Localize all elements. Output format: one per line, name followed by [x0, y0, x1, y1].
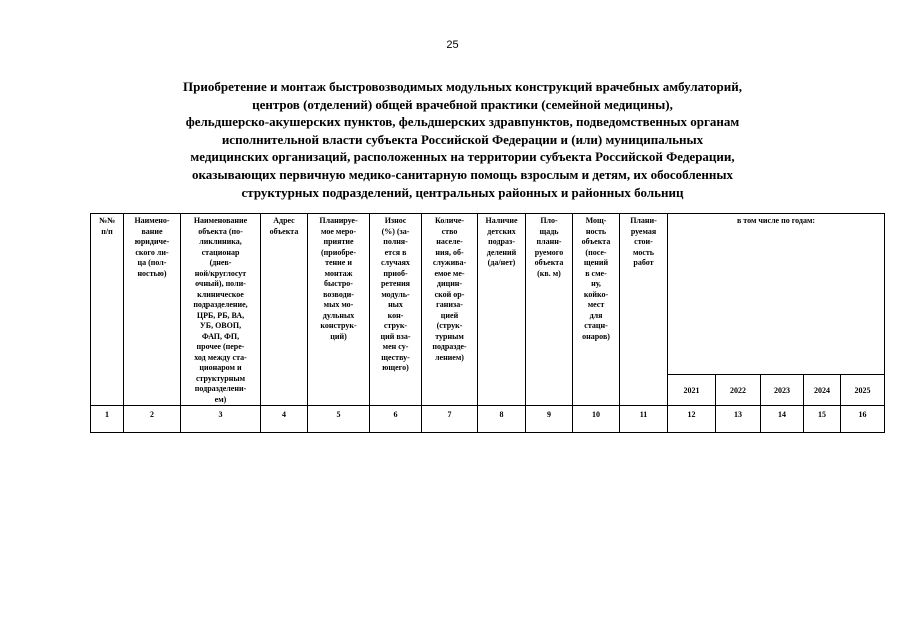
header-text-line: цией — [440, 310, 459, 320]
header-text-line: полня- — [383, 237, 408, 246]
header-text-line: детских — [487, 226, 516, 236]
header-text-line: мое меро- — [320, 226, 356, 236]
header-text-line: ского ли- — [135, 247, 169, 257]
year-header-2023: 2023 — [761, 374, 804, 405]
header-text-line: Наимено- — [134, 216, 170, 225]
header-text-line: турным — [435, 331, 464, 341]
header-text-line: мест — [587, 300, 605, 309]
header-text-line: подразделение, — [193, 300, 248, 309]
header-text-line: мых мо- — [323, 300, 354, 309]
title-line: оказывающих первичную медико-санитарную помощь взрослым и детям, их обособленных — [191, 166, 734, 182]
header-text-line: онаров) — [582, 331, 610, 341]
header-text-line: населе- — [436, 237, 463, 246]
title-line: медицинских организаций, расположенных на территории субъекта Российской Федерации, — [190, 149, 735, 165]
column-number: 12 — [668, 406, 716, 433]
column-number: 11 — [620, 406, 668, 433]
header-text-line: юридиче- — [134, 237, 170, 246]
header-text-line: струк- — [383, 321, 408, 330]
header-text-line: Плани- — [630, 216, 657, 225]
header-text-line: структурным — [195, 373, 246, 383]
header-text-line: Количе- — [434, 216, 465, 225]
header-text-line: ганиза- — [436, 300, 463, 309]
year-header-2022: 2022 — [716, 374, 761, 405]
header-text-line: подразде- — [432, 342, 467, 351]
header-text-line: ход между ста- — [194, 352, 247, 362]
header-cell-col-2 — [124, 214, 181, 406]
column-number: 14 — [761, 406, 804, 433]
header-text-line: емое ме- — [434, 268, 465, 278]
header-text-line: руемого — [534, 247, 564, 257]
column-number: 4 — [261, 406, 308, 433]
header-text-line: стацн- — [584, 321, 608, 330]
header-text-line: в сме- — [585, 268, 607, 278]
column-number: 6 — [370, 406, 422, 433]
header-text-line: быстро- — [324, 279, 353, 288]
header-text-line: ство — [441, 226, 458, 236]
header-cell-col-7 — [422, 214, 478, 406]
header-text-line: подразделени- — [194, 384, 247, 393]
column-number-row — [91, 406, 885, 433]
header-text-line: щадь — [539, 226, 559, 236]
header-text-line: ЦРБ, РБ, ВА, — [196, 310, 245, 320]
header-text-line: (посе- — [585, 247, 607, 257]
header-cell-col-4 — [261, 214, 308, 406]
header-cell-col-9 — [526, 214, 573, 406]
header-text-line: ется в — [384, 247, 407, 257]
header-text-line: работ — [633, 258, 654, 267]
header-text-line: делений — [486, 247, 517, 257]
title-line: фельдшерско-акушерских пунктов, фельдшерских здравпунктов, подведомственных органам — [185, 114, 740, 130]
column-number: 7 — [422, 406, 478, 433]
header-text-line: для — [589, 310, 603, 320]
header-text-line: койко- — [583, 289, 609, 299]
column-number: 8 — [478, 406, 526, 433]
header-text-line: модуль- — [381, 289, 410, 299]
header-text-line: ния, об- — [435, 247, 464, 257]
column-number: 16 — [841, 406, 885, 433]
header-text-line: служива- — [432, 258, 467, 267]
title-line: структурных подразделений, центральных районных и районных больниц — [241, 184, 684, 200]
header-text-line: ций) — [330, 331, 347, 341]
header-cell-col-11 — [620, 214, 668, 406]
header-text-line: мен су- — [382, 342, 409, 351]
header-text-line: очный), поли- — [195, 279, 246, 288]
table-header-row — [91, 214, 885, 375]
header-text-line: вание — [141, 226, 163, 236]
header-text-line: приоб- — [383, 268, 408, 278]
header-text-line: ных — [388, 300, 403, 309]
header-text-line: объекта — [269, 226, 299, 236]
header-text-line: ем) — [214, 394, 227, 404]
header-cell-col-10 — [573, 214, 620, 406]
header-text-line: прочее (пере- — [196, 342, 245, 351]
header-text-line: (%) (за- — [381, 226, 410, 236]
header-cell-col-1 — [91, 214, 124, 406]
header-cell-col-5 — [308, 214, 370, 406]
header-text-line: (да/нет) — [487, 258, 516, 267]
header-text-line: объекта — [581, 237, 611, 246]
header-text-line: Мощ- — [585, 216, 607, 225]
header-text-line: Износ — [384, 216, 407, 225]
header-text-line: №№ — [98, 216, 116, 225]
header-text-line: лением) — [435, 352, 464, 362]
header-text-line: объекта — [534, 258, 564, 267]
header-text-line: тение и — [325, 258, 352, 267]
year-header-2021: 2021 — [668, 374, 716, 405]
title-line: центров (отделений) общей врачебной практики (семейной медицины), — [252, 96, 673, 112]
header-text-line: ной/круглосут — [194, 268, 247, 278]
header-text-line: ций вза- — [380, 331, 411, 341]
header-text-line: ФАП, ФП, — [201, 331, 240, 341]
page-number: 25 — [446, 39, 459, 51]
header-text-line: подраз- — [488, 237, 515, 246]
column-number: 1 — [91, 406, 124, 433]
header-text-line: Пло- — [540, 216, 558, 225]
header-text-line: Планируе- — [319, 216, 358, 225]
header-cell-col-3 — [181, 214, 261, 406]
header-text-line: ца (пол- — [137, 258, 167, 267]
column-number: 9 — [526, 406, 573, 433]
header-text-line: ющего) — [382, 363, 409, 372]
header-text-line: ну, — [591, 279, 601, 288]
header-text-line: (струк- — [436, 321, 463, 330]
header-text-line: ционаром и — [199, 363, 242, 372]
header-text-line: ской ор- — [434, 289, 465, 299]
header-text-line: монтаж — [324, 268, 353, 278]
header-text-line: дицин- — [436, 279, 463, 288]
title-line: исполнительной власти субъекта Российской Федерации и (или) муниципальных — [221, 131, 704, 147]
header-cell-col-6 — [370, 214, 422, 406]
header-text-line: УБ, ОВОП, — [199, 321, 242, 330]
title-line: Приобретение и монтаж быстровозводимых модульных конструкций врачебных амбулаторий, — [183, 79, 742, 94]
column-number: 13 — [716, 406, 761, 433]
column-number: 10 — [573, 406, 620, 433]
header-text-line: Наличие — [485, 216, 518, 225]
header-cell-col-8 — [478, 214, 526, 406]
header-text-line: Наименование — [193, 216, 248, 225]
header-text-line: ностью) — [137, 268, 167, 278]
header-text-line: (приобре- — [321, 247, 356, 257]
column-number: 2 — [124, 406, 181, 433]
header-text-line: клиническое — [197, 289, 244, 299]
header-text-line: ретения — [380, 279, 411, 288]
header-text-line: ность — [585, 226, 607, 236]
header-text-line: объекта (по- — [198, 226, 243, 236]
year-header-2025: 2025 — [841, 374, 885, 405]
header-text-line: щений — [583, 258, 609, 267]
header-text-line: руемая — [630, 226, 657, 236]
header-text-line: стационар — [201, 247, 240, 257]
header-text-line: мость — [632, 247, 655, 257]
header-text-line: возводи- — [323, 289, 354, 299]
header-text-line: (днев- — [209, 258, 232, 267]
header-text-line: стои- — [634, 237, 653, 246]
column-number: 15 — [804, 406, 841, 433]
header-text-line: ликлиника, — [199, 237, 242, 246]
header-text-line: приятие — [323, 237, 354, 246]
years-group-header: в том числе по годам: — [668, 214, 885, 375]
header-text-line: (кв. м) — [537, 268, 561, 278]
header-text-line: дульных — [322, 310, 355, 320]
header-text-line: конструк- — [320, 321, 357, 330]
header-text-line: случаях — [381, 258, 410, 267]
header-text-line: Адрес — [273, 216, 295, 225]
column-number: 5 — [308, 406, 370, 433]
header-text-line: п/п — [101, 226, 113, 236]
header-text-line: ществу- — [381, 352, 410, 362]
header-text-line: планн- — [536, 237, 562, 246]
column-number: 3 — [181, 406, 261, 433]
header-text-line: кон- — [387, 310, 404, 320]
objects-table — [90, 213, 885, 433]
year-header-2024: 2024 — [804, 374, 841, 405]
document-title — [90, 78, 835, 201]
